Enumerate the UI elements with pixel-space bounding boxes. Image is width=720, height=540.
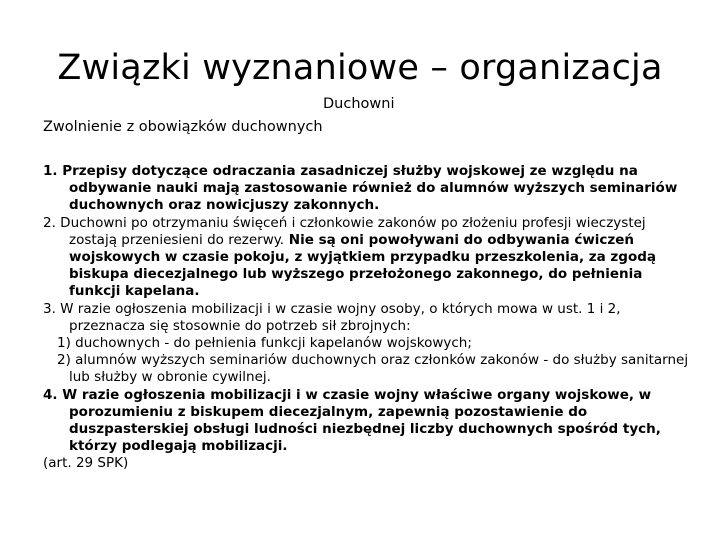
paragraph-3-item-2 bbox=[43, 352, 693, 386]
paragraph-4 bbox=[43, 387, 693, 456]
slide-title: Związki wyznaniowe – organizacja bbox=[57, 48, 663, 88]
source-citation-text: (art. 29 SPK) bbox=[43, 455, 129, 472]
paragraph-3-item-1 bbox=[43, 335, 693, 352]
paragraph-4-text: 4. W razie ogłoszenia mobilizacji i w czasie wojny właściwe organy wojskowe, w porozumieniu z biskupem diecezjalnym, zapewnią pozostawienie do duszpasterskiej obsługi ludności niezbędnej liczby duchownych spośród tych, którzy podlegają mobilizacji. bbox=[43, 386, 661, 455]
paragraph-3-item-2-text: 2) alumnów wyższych seminariów duchownych oraz członków zakonów - do służby sanitarnej lub służby w obronie cywilnej. bbox=[57, 352, 689, 386]
paragraph-3-text: 3. W razie ogłoszenia mobilizacji i w czasie wojny osoby, o których mowa w ust. 1 i 2, przeznacza się stosownie do potrzeb sił zbrojnych: bbox=[43, 300, 621, 334]
paragraph-1-text: 1. Przepisy dotyczące odraczania zasadniczej służby wojskowej ze względu na odbywanie nauki mają zastosowanie również do alumnów wyższych seminariów duchownych oraz nowicjuszy zakonnych. bbox=[43, 163, 678, 214]
paragraph-2-text-bold: Nie są oni powoływani do odbywania ćwiczeń wojskowych w czasie pokoju, z wyjątkiem przypadku przeszkolenia, za zgodą biskupa diecezjalnego lub wyższego przełożonego zakonnego, do pełnienia funkcji kapelana. bbox=[69, 231, 657, 300]
source-citation bbox=[43, 455, 693, 472]
paragraph-3-item-1-text: 1) duchownych - do pełnienia funkcji kapelanów wojskowych; bbox=[57, 335, 472, 352]
paragraph-3 bbox=[43, 301, 693, 335]
section-heading: Zwolnienie z obowiązków duchownych bbox=[43, 119, 323, 135]
paragraph-2-text-regular: 2. Duchowni po otrzymaniu święceń i członkowie zakonów po złożeniu profesji wieczystej zostają przeniesieni do rezerwy. bbox=[43, 214, 646, 248]
paragraph-2 bbox=[43, 215, 693, 301]
paragraph-1 bbox=[43, 163, 693, 215]
slide-body bbox=[43, 163, 693, 473]
slide-subtitle: Duchowni bbox=[323, 96, 395, 112]
